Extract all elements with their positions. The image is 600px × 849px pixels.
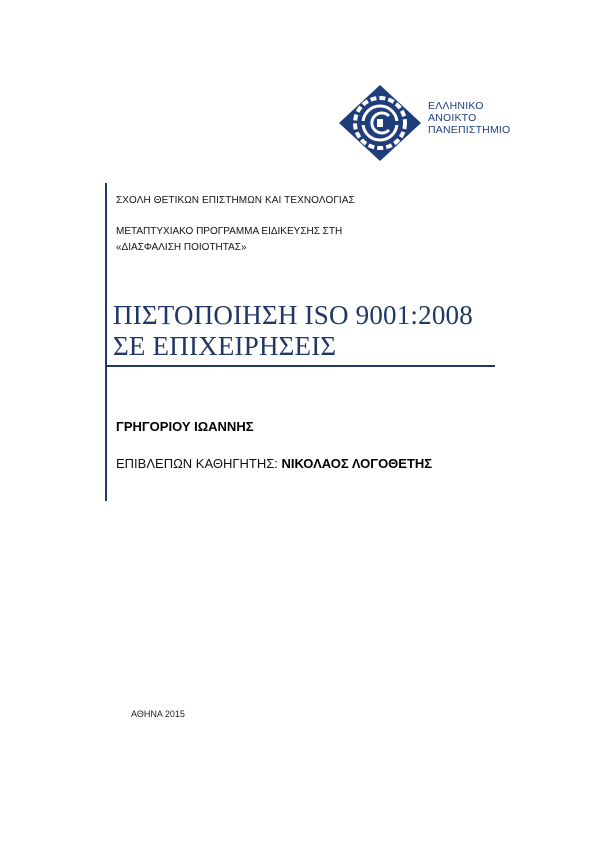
program-line-2: «ΔΙΑΣΦΑΛΙΣΗ ΠΟΙΟΤΗΤΑΣ»: [116, 242, 247, 253]
title-underline-rule: [107, 365, 495, 367]
supervisor-name: ΝΙΚΟΛΑΟΣ ΛΟΓΟΘΕΤΗΣ: [281, 456, 433, 471]
logo-line-3: ΠΑΝΕΠΙΣΤΗΜΙΟ: [428, 124, 511, 136]
thesis-title: [113, 300, 473, 362]
supervisor-line: [116, 456, 432, 471]
supervisor-label: ΕΠΙΒΛΕΠΩΝ ΚΑΘΗΓΗΤΗΣ:: [116, 456, 282, 471]
logo-line-2: ΑΝΟΙΚΤΟ: [428, 112, 477, 124]
program-name: [116, 224, 342, 256]
logo-line-1: ΕΛΛΗΝΙΚΟ: [428, 100, 484, 112]
title-line-1: ΠΙΣΤΟΠΟΙΗΣΗ ISO 9001:2008: [113, 300, 473, 330]
logo-wordmark: [428, 100, 510, 136]
title-line-2: ΣΕ ΕΠΙΧΕΙΡΗΣΕΙΣ: [113, 331, 337, 361]
eap-university-logo-icon: [337, 83, 423, 163]
university-logo: [337, 83, 527, 163]
school-name: ΣΧΟΛΗ ΘΕΤΙΚΩΝ ΕΠΙΣΤΗΜΩΝ ΚΑΙ ΤΕΧΝΟΛΟΓΙΑΣ: [116, 195, 355, 206]
place-and-year: ΑΘΗΝΑ 2015: [131, 709, 185, 719]
vertical-accent-rule: [105, 183, 107, 501]
program-line-1: ΜΕΤΑΠΤΥΧΙΑΚΟ ΠΡΟΓΡΑΜΜΑ ΕΙΔΙΚΕΥΣΗΣ ΣΤΗ: [116, 226, 343, 237]
author-name: ΓΡΗΓΟΡΙΟΥ ΙΩΑΝΝΗΣ: [116, 419, 254, 434]
